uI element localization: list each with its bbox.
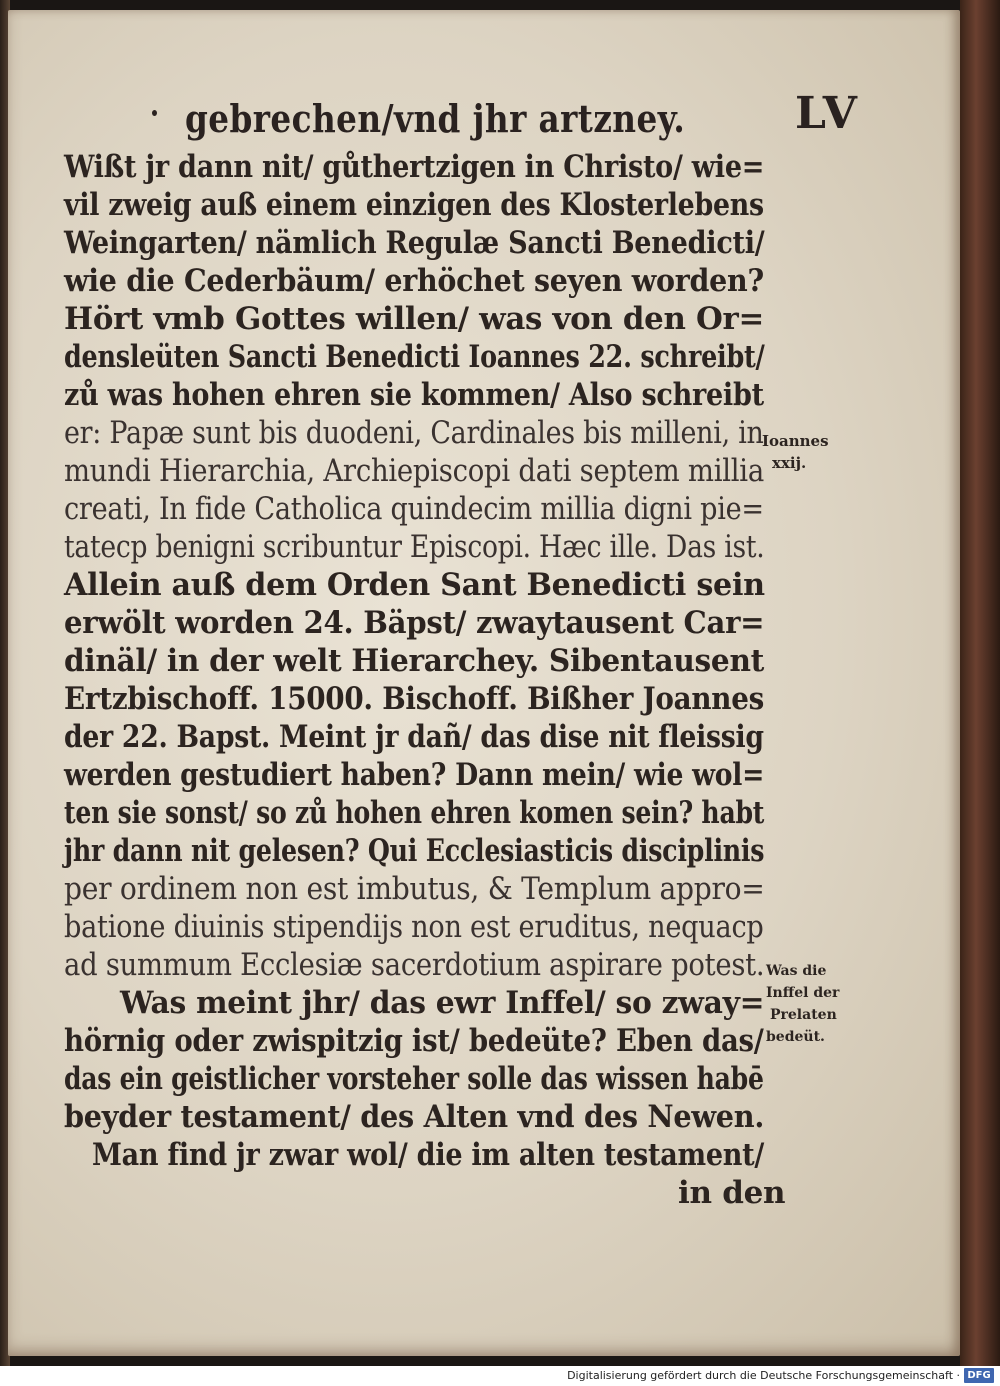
running-head: gebrechen/vnd jhr artzney. <box>185 96 686 141</box>
text-line: densleüten Sancti Benedicti Ioannes 22. schreibt/ <box>64 339 765 375</box>
text-line: das ein geistlicher vorsteher solle das wissen habē <box>64 1061 764 1097</box>
book-board-edge <box>960 0 1000 1366</box>
text-line: zů was hohen ehren sie kommen/ Also schreibt <box>64 377 764 413</box>
text-line: mundi Hierarchia, Archiepiscopi dati septem millia <box>64 453 764 489</box>
margin-note-inffel: Prelaten <box>770 1007 837 1023</box>
text-line: Man find jr zwar wol/ die im alten testament/ <box>92 1137 764 1173</box>
margin-note-ioannes: Ioannes <box>762 432 829 450</box>
margin-note-inffel: Inffel der <box>766 985 840 1001</box>
text-line: Hört vmb Gottes willen/ was von den Or= <box>64 301 765 337</box>
text-line: Weingarten/ nämlich Regulæ Sancti Benedicti/ <box>64 225 765 261</box>
text-line: batione diuinis stipendijs non est eruditus, nequacp <box>64 909 764 945</box>
text-line: hörnig oder zwispitzig ist/ bedeüte? Eben das/ <box>64 1023 764 1059</box>
text-line: werden gestudiert haben? Dann mein/ wie wol= <box>64 757 765 793</box>
footer-bar <box>0 1366 1000 1386</box>
text-line: Allein auß dem Orden Sant Benedicti sein <box>64 567 765 603</box>
text-line: Wißt jr dann nit/ gůthertzigen in Christo/ wie= <box>64 149 765 185</box>
text-line: ten sie sonst/ so zů hohen ehren komen sein? habt <box>64 795 765 831</box>
text-line: per ordinem non est imbutus, & Templum appro= <box>64 871 765 907</box>
dfg-logo: DFG <box>964 1368 994 1383</box>
margin-note-ioannes: xxij. <box>772 454 807 472</box>
body-text <box>64 148 786 1211</box>
text-line: tatecp benigni scribuntur Episcopi. Hæc ille. Das ist. <box>64 529 765 565</box>
text-line: wie die Cederbäum/ erhöchet seyen worden? <box>64 263 764 299</box>
text-line: erwölt worden 24. Bäpst/ zwaytausent Car= <box>64 605 765 641</box>
text-line: vil zweig auß einem einzigen des Klosterlebens <box>64 187 764 223</box>
text-line: ad summum Ecclesiæ sacerdotium aspirare potest. <box>64 947 765 983</box>
text-line: er: Papæ sunt bis duodeni, Cardinales bis milleni, in <box>64 415 764 451</box>
ink-dot <box>152 110 157 116</box>
text-line: creati, In fide Catholica quindecim millia digni pie= <box>64 491 764 527</box>
text-line: dinäl/ in der welt Hierarchey. Sibentausent <box>64 643 765 679</box>
folio-number: LV <box>795 88 859 139</box>
text-line: beyder testament/ des Alten vnd des Newen. <box>64 1099 765 1135</box>
text-line: Was meint jhr/ das ewr Inffel/ so zway= <box>120 985 765 1021</box>
text-line: der 22. Bapst. Meint jr dañ/ das dise nit fleissig <box>64 719 764 755</box>
text-line: Ertzbischoff. 15000. Bischoff. Bißher Joannes <box>64 681 764 717</box>
catchword: in den <box>678 1175 786 1211</box>
margin-note-inffel: Was die <box>766 963 827 979</box>
margin-note-inffel: bedeüt. <box>766 1029 825 1045</box>
footer-credit: Digitalisierung gefördert durch die Deutsche Forschungsgemeinschaft · <box>567 1369 960 1382</box>
text-line: jhr dann nit gelesen? Qui Ecclesiasticis disciplinis <box>64 833 765 869</box>
